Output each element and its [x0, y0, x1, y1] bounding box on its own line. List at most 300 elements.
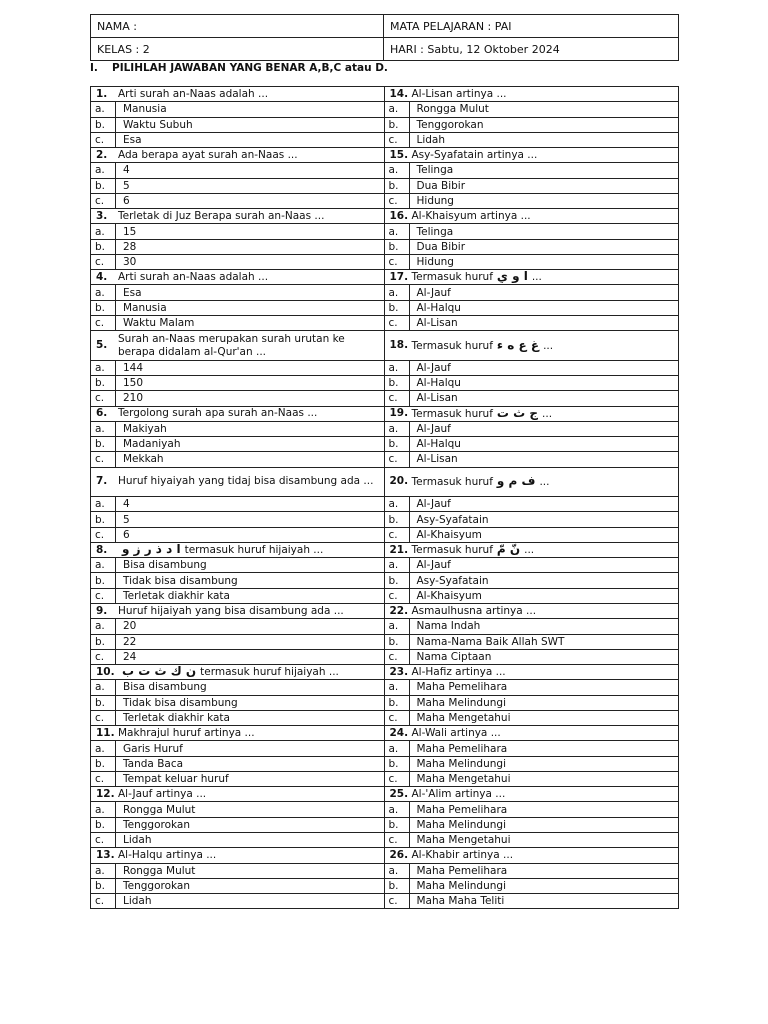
option-text: Lidah [123, 895, 152, 908]
option-text: 150 [123, 377, 144, 390]
question-text: Al-Khaisyum artinya ... [411, 209, 531, 222]
question-number: 22. [389, 604, 409, 617]
option-text: Maha Mengetahui [416, 773, 511, 786]
option-letter: b. [91, 376, 116, 390]
option-text: Hidung [416, 256, 454, 269]
question-number: 10. [96, 665, 115, 678]
option-letter: b. [385, 240, 410, 254]
option-text: Mekkah [123, 453, 164, 466]
option-letter: c. [91, 133, 116, 147]
option-text: Bisa disambung [123, 559, 207, 572]
option-letter: b. [385, 301, 410, 315]
question-text: Al-Khabir artinya ... [411, 848, 514, 861]
question-row [91, 468, 384, 498]
option-text: Al-Halqu [416, 438, 461, 451]
option-row [91, 102, 384, 117]
option-letter: a. [385, 864, 410, 878]
option-text: Asy-Syafatain [416, 574, 489, 587]
option-letter: b. [91, 879, 116, 893]
question-number: 26. [389, 848, 409, 861]
question-row [385, 331, 679, 361]
question-number: 5. [96, 339, 108, 351]
question-text-block [412, 605, 674, 618]
option-letter: a. [91, 864, 116, 878]
option-text: 6 [123, 194, 130, 207]
question-text: Al-Jauf artinya ... [118, 787, 207, 800]
question-text: Termasuk huruf [411, 271, 493, 284]
option-row [385, 452, 679, 467]
option-text: Al-Jauf [416, 286, 451, 299]
question-suffix: ... [539, 475, 550, 488]
option-text: Waktu Subuh [123, 118, 193, 131]
option-letter: c. [91, 391, 116, 405]
option-row [91, 163, 384, 178]
option-letter: b. [91, 240, 116, 254]
nama-field: NAMA : [91, 15, 384, 38]
option-text: Waktu Malam [123, 317, 195, 330]
option-text: 4 [123, 164, 130, 177]
question-text-block [118, 210, 379, 223]
option-row [91, 573, 384, 588]
option-row [91, 285, 384, 300]
arabic-letters: ا د ذ ر ز و [122, 542, 181, 557]
question-text-block [412, 666, 674, 679]
option-text: Maha Mengetahui [416, 711, 511, 724]
option-row [385, 864, 679, 879]
option-text: Al-Khaisyum [416, 528, 482, 541]
option-row [385, 179, 679, 194]
question-suffix: ... [531, 271, 542, 284]
option-letter: c. [91, 650, 116, 664]
question-number: 14. [389, 87, 409, 100]
option-row [385, 573, 679, 588]
question-text: Termasuk huruf [411, 475, 493, 488]
instruction-heading [90, 62, 388, 74]
option-row [385, 255, 679, 270]
option-row [91, 879, 384, 894]
option-letter: c. [91, 589, 116, 603]
question-text: termasuk huruf hijaiyah ... [184, 544, 324, 557]
option-text: Manusia [123, 103, 167, 116]
option-letter: c. [385, 133, 410, 147]
option-text: Al-Lisan [416, 453, 458, 466]
option-text: Madaniyah [123, 438, 181, 451]
option-row [91, 376, 384, 391]
question-row [91, 407, 384, 422]
option-text: Nama Ciptaan [416, 650, 492, 663]
option-row [385, 391, 679, 406]
question-text-block [118, 543, 379, 557]
question-row [91, 665, 384, 680]
question-row [385, 209, 679, 224]
option-letter: c. [385, 255, 410, 269]
option-letter: b. [385, 573, 410, 587]
option-row [91, 680, 384, 695]
option-row [91, 818, 384, 833]
question-row [91, 87, 384, 102]
question-text: Al-Wali artinya ... [411, 726, 501, 739]
question-text-block [118, 605, 379, 618]
option-row [385, 224, 679, 239]
option-row [385, 894, 679, 908]
option-text: Maha Maha Teliti [416, 895, 505, 908]
option-letter: c. [385, 589, 410, 603]
question-text: Huruf hijaiyah yang bisa disambung ada ... [118, 604, 344, 617]
option-row [385, 772, 679, 787]
option-letter: b. [91, 573, 116, 587]
option-letter: a. [385, 497, 410, 511]
question-text: Terletak di Juz Berapa surah an-Naas ... [118, 209, 325, 222]
option-letter: c. [91, 528, 116, 542]
option-row [385, 316, 679, 331]
question-row [385, 726, 679, 741]
option-row [91, 391, 384, 406]
arabic-letters: غ ع ه ء [496, 337, 540, 352]
option-letter: c. [385, 528, 410, 542]
option-text: Maha Melindungi [416, 879, 506, 892]
option-text: Hidung [416, 194, 454, 207]
option-text: Nama-Nama Baik Allah SWT [416, 635, 565, 648]
option-text: Al-Halqu [416, 301, 461, 314]
option-row [385, 802, 679, 817]
question-text: Al-Hafiz artinya ... [411, 665, 506, 678]
option-row [385, 818, 679, 833]
question-row [385, 148, 679, 163]
question-row [385, 270, 679, 285]
question-text: Al-Halqu artinya ... [118, 848, 217, 861]
student-info-table [90, 14, 679, 61]
question-number: 20. [389, 475, 409, 488]
option-letter: a. [91, 224, 116, 238]
question-number: 4. [96, 270, 108, 283]
option-text: Telinga [416, 225, 454, 238]
question-number: 1. [96, 87, 108, 100]
option-letter: b. [91, 301, 116, 315]
question-text: Arti surah an-Naas adalah ... [118, 270, 269, 283]
option-letter: a. [385, 802, 410, 816]
question-row [91, 543, 384, 558]
question-text: termasuk huruf hijaiyah ... [200, 666, 339, 679]
option-text: Tenggorokan [123, 879, 190, 892]
question-suffix: ... [543, 339, 554, 352]
question-text-block [412, 543, 674, 557]
question-text: Tergolong surah apa surah an-Naas ... [118, 407, 318, 420]
option-row [91, 757, 384, 772]
option-text: Bisa disambung [123, 681, 207, 694]
option-text: Tidak bisa disambung [123, 574, 238, 587]
option-text: 6 [123, 528, 130, 541]
option-letter: b. [385, 696, 410, 710]
option-text: Terletak diakhir kata [123, 589, 230, 602]
option-row [91, 179, 384, 194]
option-text: 5 [123, 179, 130, 192]
question-row [91, 209, 384, 224]
question-number: 3. [96, 209, 108, 222]
option-row [385, 619, 679, 634]
option-row [385, 833, 679, 848]
question-row [91, 787, 384, 802]
question-text-block [412, 727, 674, 740]
option-text: Maha Pemelihara [416, 864, 508, 877]
question-text-block [118, 149, 379, 162]
option-row [91, 650, 384, 665]
option-row [91, 711, 384, 726]
option-letter: a. [385, 619, 410, 633]
question-row [385, 543, 679, 558]
question-text: Makhrajul huruf artinya ... [118, 726, 255, 739]
option-letter: a. [91, 361, 116, 375]
question-text-block [412, 788, 674, 801]
option-letter: b. [385, 818, 410, 832]
question-text-block [118, 407, 379, 420]
option-text: Esa [123, 286, 142, 299]
question-text: Al-'Alim artinya ... [411, 787, 506, 800]
question-row [385, 407, 679, 422]
option-letter: a. [385, 102, 410, 116]
option-row [91, 194, 384, 209]
option-row [91, 528, 384, 543]
option-row [91, 497, 384, 512]
option-letter: a. [91, 802, 116, 816]
option-text: Al-Jauf [416, 498, 451, 511]
option-letter: c. [385, 194, 410, 208]
option-row [91, 696, 384, 711]
option-letter: a. [385, 361, 410, 375]
option-row [91, 802, 384, 817]
question-text: Asmaulhusna artinya ... [411, 604, 537, 617]
arabic-letters: نّ مّ [496, 542, 521, 557]
option-row [385, 680, 679, 695]
option-text: Al-Lisan [416, 392, 458, 405]
option-row [385, 696, 679, 711]
option-letter: a. [91, 741, 116, 755]
option-row [385, 102, 679, 117]
option-text: 15 [123, 225, 137, 238]
question-text-block [412, 88, 674, 101]
question-row [385, 468, 679, 498]
option-text: Al-Khaisyum [416, 589, 482, 602]
option-letter: a. [385, 680, 410, 694]
option-letter: b. [91, 696, 116, 710]
kelas-field: KELAS : 2 [91, 38, 384, 61]
question-number: 24. [389, 726, 409, 739]
question-text: Termasuk huruf [411, 544, 493, 557]
option-row [91, 619, 384, 634]
option-row [385, 711, 679, 726]
arabic-letters: ا و ي [496, 270, 528, 284]
option-text: Al-Jauf [416, 361, 451, 374]
question-suffix: ... [524, 544, 535, 557]
option-letter: a. [385, 741, 410, 755]
option-letter: a. [385, 224, 410, 238]
question-number: 16. [389, 209, 409, 222]
option-text: Dua Bibir [416, 240, 466, 253]
option-text: 5 [123, 513, 130, 526]
option-row [385, 589, 679, 604]
question-text-block [412, 270, 674, 284]
option-letter: b. [385, 118, 410, 132]
arabic-letters: ج ث ت [496, 406, 539, 420]
option-row [91, 240, 384, 255]
question-row [91, 726, 384, 741]
question-text: Surah an-Naas merupakan surah urutan ke berapa didalam al-Qur'an ... [118, 332, 345, 358]
question-text-block [118, 88, 379, 101]
option-row [91, 422, 384, 437]
question-number: 8. [96, 543, 108, 556]
option-letter: b. [91, 818, 116, 832]
option-letter: a. [91, 422, 116, 436]
option-letter: b. [385, 512, 410, 526]
option-row [385, 163, 679, 178]
option-row [385, 118, 679, 133]
option-letter: c. [385, 772, 410, 786]
question-row [91, 604, 384, 619]
question-text-block [412, 407, 674, 421]
option-letter: c. [91, 452, 116, 466]
option-row [91, 361, 384, 376]
option-row [91, 437, 384, 452]
question-number: 19. [389, 407, 409, 420]
option-text: 210 [123, 392, 144, 405]
option-row [385, 194, 679, 209]
option-text: Maha Pemelihara [416, 803, 508, 816]
option-letter: a. [385, 422, 410, 436]
option-letter: b. [91, 757, 116, 771]
option-letter: b. [91, 118, 116, 132]
question-column-right [385, 87, 679, 908]
question-number: 17. [389, 270, 409, 283]
instruction-number: I. [90, 62, 98, 74]
option-letter: c. [91, 833, 116, 847]
option-row [385, 133, 679, 148]
option-row [385, 240, 679, 255]
option-letter: a. [385, 285, 410, 299]
question-number: 13. [96, 848, 115, 861]
question-text-block [412, 339, 674, 353]
option-text: Tidak bisa disambung [123, 696, 238, 709]
option-text: Nama Indah [416, 620, 481, 633]
question-text-block [412, 210, 674, 223]
option-letter: a. [385, 163, 410, 177]
option-row [385, 361, 679, 376]
option-letter: a. [91, 285, 116, 299]
question-text-block [412, 149, 674, 162]
option-text: Rongga Mulut [123, 803, 196, 816]
option-letter: a. [91, 102, 116, 116]
question-text-block [118, 665, 379, 679]
question-number: 2. [96, 148, 108, 161]
option-letter: b. [385, 179, 410, 193]
option-text: Tempat keluar huruf [123, 773, 229, 786]
option-letter: a. [385, 558, 410, 572]
option-letter: b. [385, 879, 410, 893]
option-text: Maha Melindungi [416, 696, 506, 709]
option-text: 30 [123, 256, 137, 269]
option-text: Makiyah [123, 422, 167, 435]
question-row [91, 331, 384, 361]
option-text: 20 [123, 620, 137, 633]
option-letter: a. [91, 680, 116, 694]
question-text: Arti surah an-Naas adalah ... [118, 87, 269, 100]
option-row [91, 512, 384, 527]
question-number: 12. [96, 787, 115, 800]
option-letter: a. [91, 558, 116, 572]
question-text: Asy-Syafatain artinya ... [411, 148, 538, 161]
question-text: Huruf hiyaiyah yang tidaj bisa disambung ada ... [118, 475, 374, 488]
option-text: Dua Bibir [416, 179, 466, 192]
option-row [91, 772, 384, 787]
question-number: 6. [96, 407, 108, 420]
option-text: Rongga Mulut [416, 103, 489, 116]
option-text: Maha Mengetahui [416, 834, 511, 847]
instruction-text: PILIHLAH JAWABAN YANG BENAR A,B,C atau D. [112, 62, 388, 74]
question-number: 23. [389, 665, 409, 678]
option-letter: c. [91, 316, 116, 330]
option-text: Esa [123, 133, 142, 146]
option-text: Maha Pemelihara [416, 681, 508, 694]
option-row [91, 558, 384, 573]
option-row [91, 133, 384, 148]
option-row [91, 741, 384, 756]
question-text: Termasuk huruf [411, 407, 493, 420]
question-column-left [91, 87, 385, 908]
option-text: 24 [123, 650, 137, 663]
option-letter: c. [91, 894, 116, 908]
option-letter: c. [91, 711, 116, 725]
option-letter: b. [91, 179, 116, 193]
question-number: 9. [96, 604, 108, 617]
option-text: Tenggorokan [123, 818, 190, 831]
option-text: 28 [123, 240, 137, 253]
option-row [385, 558, 679, 573]
option-text: Al-Jauf [416, 422, 451, 435]
option-text: Maha Melindungi [416, 757, 506, 770]
question-suffix: ... [542, 407, 553, 420]
option-letter: b. [385, 437, 410, 451]
option-row [385, 879, 679, 894]
option-letter: c. [91, 772, 116, 786]
question-text-block [118, 727, 379, 740]
option-letter: c. [385, 711, 410, 725]
option-letter: c. [385, 391, 410, 405]
option-row [91, 118, 384, 133]
option-text: Lidah [123, 834, 152, 847]
question-text-block [412, 849, 674, 862]
option-letter: a. [91, 163, 116, 177]
question-number: 18. [389, 339, 409, 351]
option-text: Terletak diakhir kata [123, 711, 230, 724]
question-text: Ada berapa ayat surah an-Naas ... [118, 148, 298, 161]
question-text: Termasuk huruf [411, 339, 493, 352]
option-text: Lidah [416, 133, 446, 146]
option-letter: b. [385, 376, 410, 390]
option-row [91, 452, 384, 467]
option-row [385, 301, 679, 316]
option-letter: c. [385, 894, 410, 908]
option-row [91, 864, 384, 879]
question-text-block [118, 475, 379, 488]
question-number: 15. [389, 148, 409, 161]
option-text: 144 [123, 361, 144, 374]
question-number: 7. [96, 475, 108, 488]
option-row [91, 255, 384, 270]
option-letter: a. [91, 619, 116, 633]
question-row [91, 270, 384, 285]
arabic-letters: ف م و [496, 473, 536, 488]
option-row [385, 422, 679, 437]
question-text-block [118, 271, 379, 284]
hari-field: HARI : Sabtu, 12 Oktober 2024 [384, 38, 679, 61]
